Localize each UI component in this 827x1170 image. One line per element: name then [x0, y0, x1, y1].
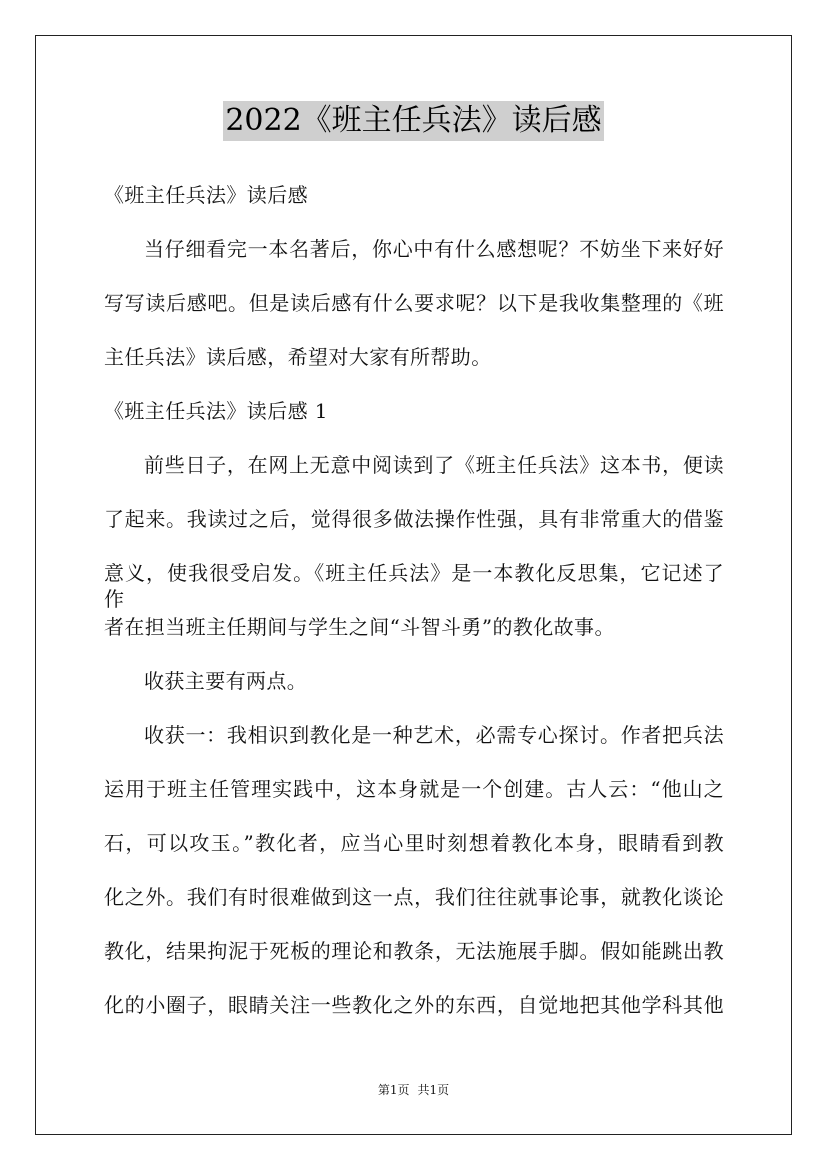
- subtitle-line: 《班主任兵法》读后感: [104, 183, 308, 207]
- paragraph-line: 石，可以攻玉。”教化者，应当心里时刻想着教化本身，眼睛看到教: [104, 831, 724, 855]
- section-heading: 《班主任兵法》读后感 1: [104, 399, 328, 423]
- document-title: 2022《班主任兵法》读后感: [223, 101, 603, 141]
- paragraph-line: 意义，使我很受启发。《班主任兵法》是一本教化反思集，它记述了作: [104, 561, 724, 611]
- paragraph-line: 收获一：我相识到教化是一种艺术，必需专心探讨。作者把兵法: [144, 723, 724, 747]
- paragraph-line: 当仔细看完一本名著后，你心中有什么感想呢？不妨坐下来好好: [144, 237, 724, 261]
- paragraph-line: 前些日子，在网上无意中阅读到了《班主任兵法》这本书，便读: [144, 453, 724, 477]
- page-number: 第1页: [377, 1083, 410, 1097]
- paragraph-line: 教化，结果拘泥于死板的理论和教条，无法施展手脚。假如能跳出教: [104, 939, 724, 963]
- page-total: 共1页: [417, 1083, 450, 1097]
- paragraph-line: 者在担当班主任期间与学生之间“斗智斗勇”的教化故事。: [104, 615, 615, 639]
- page-footer: [0, 1082, 827, 1098]
- paragraph-line: 运用于班主任管理实践中，这本身就是一个创建。古人云：“他山之: [104, 777, 724, 801]
- paragraph-line: 了起来。我读过之后，觉得很多做法操作性强，具有非常重大的借鉴: [104, 507, 724, 531]
- paragraph-line: 写写读后感吧。但是读后感有什么要求呢？以下是我收集整理的《班: [104, 291, 724, 315]
- title-container: [0, 101, 827, 141]
- paragraph-line: 化的小圈子，眼睛关注一些教化之外的东西，自觉地把其他学科其他: [104, 993, 724, 1017]
- paragraph-line: 化之外。我们有时很难做到这一点，我们往往就事论事，就教化谈论: [104, 885, 724, 909]
- paragraph-line: 主任兵法》读后感，希望对大家有所帮助。: [104, 345, 492, 369]
- paragraph-line: 收获主要有两点。: [144, 669, 308, 693]
